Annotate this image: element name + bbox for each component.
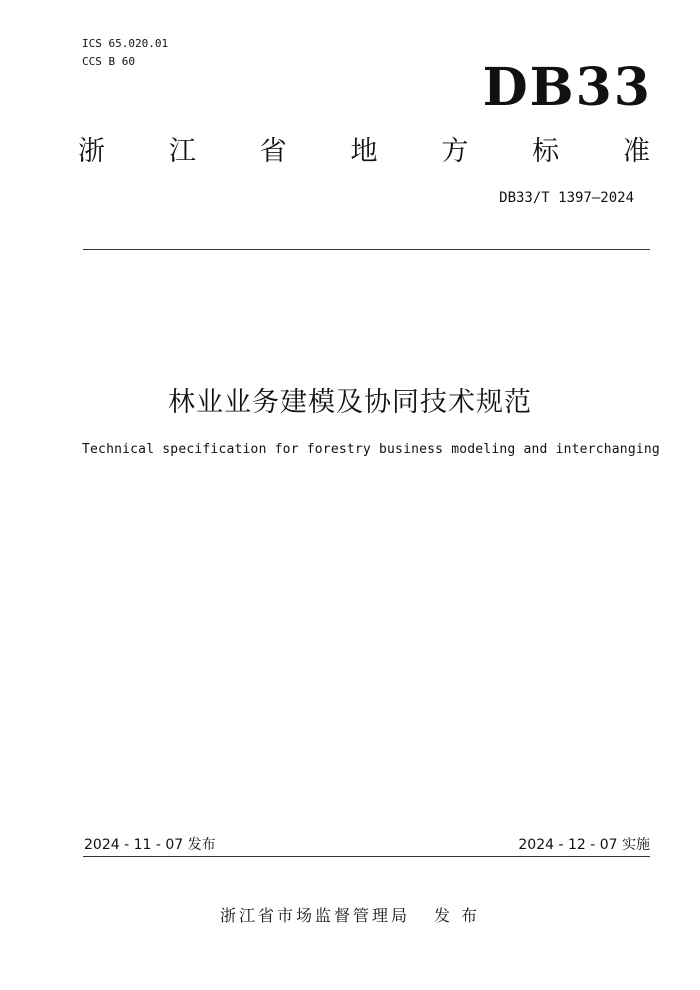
standard-type-char: 地 bbox=[350, 136, 378, 167]
issuer bbox=[0, 903, 700, 926]
title-english: Technical specification for forestry business modeling and interchanging bbox=[82, 442, 660, 457]
ccs-code: CCS B 60 bbox=[82, 55, 135, 68]
db33-logo: DB33 bbox=[482, 57, 652, 118]
standard-type bbox=[78, 132, 650, 172]
standard-type-char: 浙 bbox=[78, 136, 105, 167]
standard-type-char: 江 bbox=[168, 136, 196, 167]
issuer-name: 浙江省市场监督管理局 bbox=[219, 906, 410, 925]
title-chinese: 林业业务建模及协同技术规范 bbox=[168, 387, 532, 418]
publish-date: 2024 - 11 - 07 发布 bbox=[84, 837, 216, 853]
ics-code: ICS 65.020.01 bbox=[82, 37, 169, 50]
standard-type-char: 省 bbox=[259, 136, 287, 167]
footer-divider bbox=[83, 856, 650, 857]
classification-codes bbox=[82, 35, 168, 71]
standard-number: DB33/T 1397—2024 bbox=[499, 190, 634, 206]
issuer-action: 发 布 bbox=[433, 906, 481, 925]
standard-type-char: 标 bbox=[532, 136, 560, 167]
header-divider bbox=[83, 249, 650, 250]
standard-type-char: 方 bbox=[441, 136, 469, 167]
standard-type-char: 准 bbox=[622, 136, 650, 167]
implement-date: 2024 - 12 - 07 实施 bbox=[518, 837, 650, 853]
